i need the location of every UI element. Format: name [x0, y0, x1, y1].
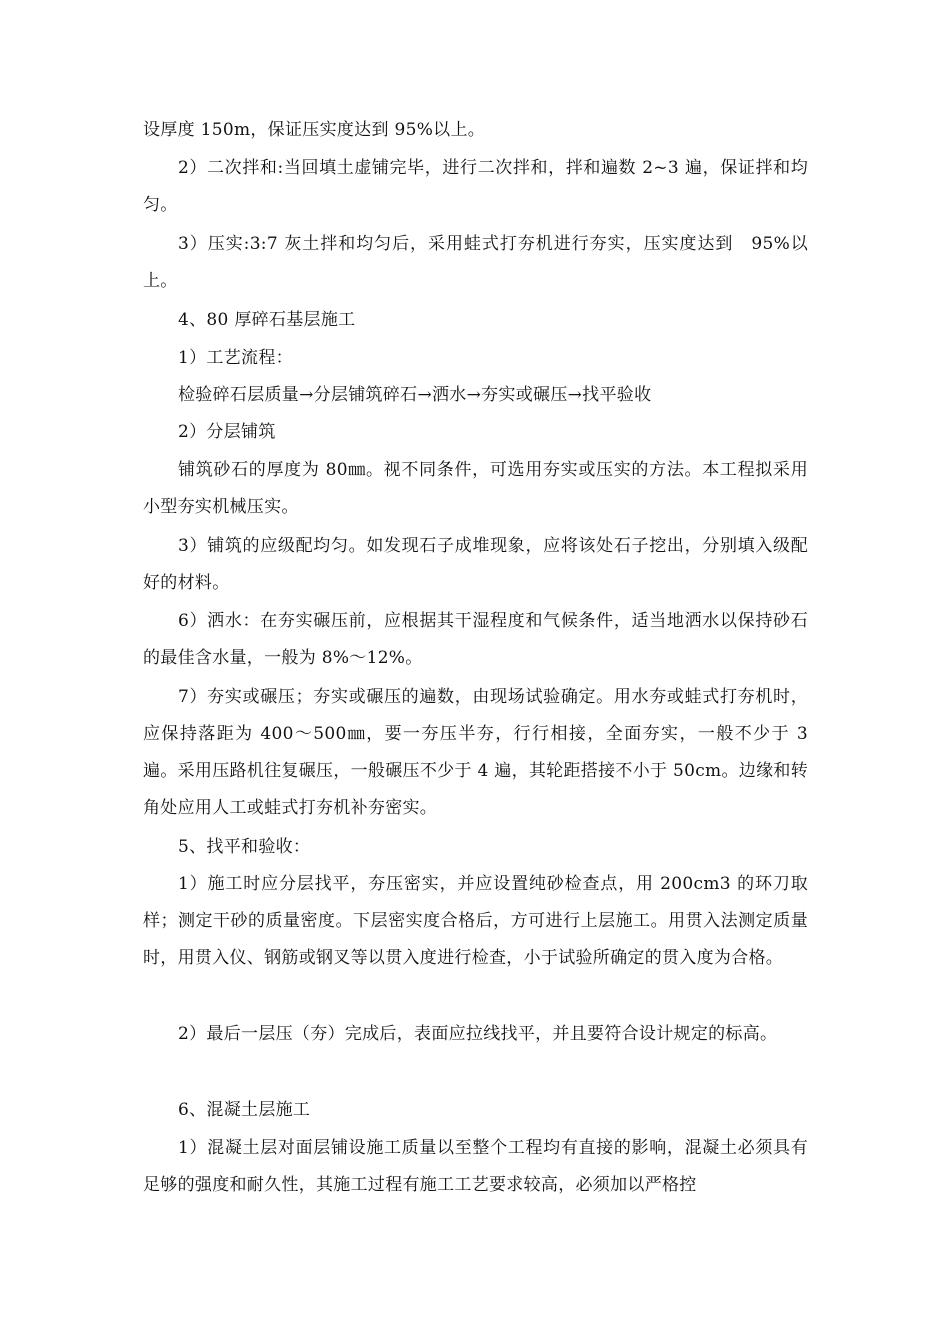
paragraph-continuation: 设厚度 150m，保证压实度达到 95%以上。 — [143, 120, 486, 140]
subheading-process-flow: 1）工艺流程： — [178, 348, 293, 368]
section-heading-concrete: 6、混凝土层施工 — [178, 1100, 311, 1120]
section-heading-leveling: 5、找平和验收： — [178, 837, 311, 857]
subheading-layered-paving: 2）分层铺筑 — [178, 422, 276, 442]
paragraph-secondary-mixing: 2）二次拌和:当回填土虚铺完毕，进行二次拌和，拌和遍数 2~3 遍，保证拌和均匀。 — [143, 158, 808, 215]
paragraph-watering: 6）洒水：在夯实碾压前，应根据其干湿程度和气候条件，适当地洒水以保持砂石的最佳含水量，一般为 8%～12%。 — [143, 611, 808, 668]
paragraph-tamping: 7）夯实或碾压；夯实或碾压的遍数，由现场试验确定。用水夯或蛙式打夯机时，应保持落距为 400～500㎜，要一夯压半夯，行行相接，全面夯实，一般不少于 3 遍。采用压路机往复碾压，一般碾压不少于 4 遍，其轮距搭接不小于 50cm。边缘和转角处应用人工或蛙式打夯机补夯密实。 — [143, 687, 808, 818]
paragraph-process-flow: 检验碎石层质量→分层铺筑碎石→洒水→夯实或碾压→找平验收 — [178, 385, 652, 405]
paragraph-final-layer: 2）最后一层压（夯）完成后，表面应拉线找平，并且要符合设计规定的标高。 — [178, 1024, 778, 1044]
paragraph-compaction: 3）压实:3:7 灰土拌和均匀后，采用蛙式打夯机进行夯实，压实度达到 95%以上。 — [143, 234, 808, 291]
paragraph-paving-thickness: 铺筑砂石的厚度为 80㎜。视不同条件，可选用夯实或压实的方法。本工程拟采用小型夯实机械压实。 — [143, 460, 808, 517]
section-heading-gravel-base: 4、80 厚碎石基层施工 — [178, 310, 356, 330]
paragraph-gradation: 3）铺筑的应级配均匀。如发现石子成堆现象，应将该处石子挖出，分别填入级配好的材料。 — [143, 536, 808, 593]
paragraph-layer-leveling: 1）施工时应分层找平，夯压密实，并应设置纯砂检查点，用 200cm3 的环刀取样；测定干砂的质量密度。下层密实度合格后，方可进行上层施工。用贯入法测定质量时，用贯入仪、钢筋或钢叉等以贯入度进行检查，小于试验所确定的贯入度为合格。 — [143, 874, 808, 968]
paragraph-concrete: 1）混凝土层对面层铺设施工质量以至整个工程均有直接的影响，混凝土必须具有足够的强度和耐久性，其施工过程有施工工艺要求较高，必须加以严格控 — [143, 1138, 808, 1195]
